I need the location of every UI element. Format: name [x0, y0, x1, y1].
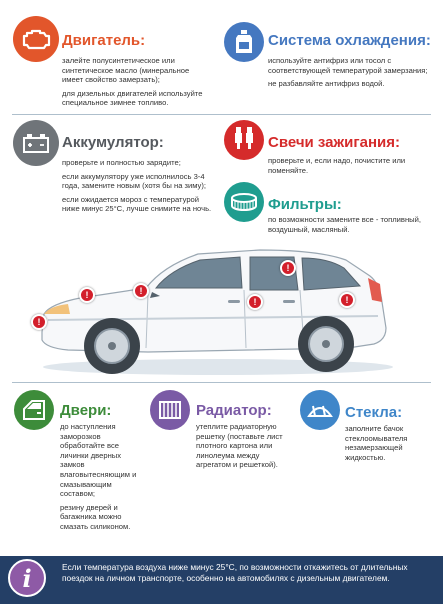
- info-icon: i: [8, 559, 46, 597]
- battery-icon: [22, 133, 50, 153]
- glass-line-1: заполните бачок стеклоомывателя незамерзающей жидкостью.: [345, 424, 408, 462]
- glass-title: Стекла:: [345, 404, 403, 421]
- battery-line-2: если аккумулятору уже исполнилось 3-4 года, замените новым (хотя бы на зиму);: [62, 171, 206, 191]
- filters-title: Фильтры:: [268, 196, 342, 213]
- battery-icon-circle: [13, 120, 59, 166]
- doors-line-2: резину дверей и багажника можно смазать силиконом.: [60, 502, 131, 531]
- filters-line-1: по возможности замените все - топливный, воздушный, масляный.: [268, 215, 421, 234]
- cooling-icon-circle: [224, 22, 264, 62]
- warning-badge-headlight: !: [31, 314, 47, 330]
- divider-bottom: [12, 382, 431, 383]
- cooling-title: Система охлаждения:: [268, 32, 431, 49]
- divider-top: [12, 114, 431, 115]
- radiator-title: Радиатор:: [196, 402, 272, 419]
- warning-badge-windshield: !: [280, 260, 296, 276]
- warning-badge-door: !: [247, 294, 263, 310]
- battery-line-3: если ожидается мороз с температурой ниже минус 25°С, лучше снимите на ночь.: [62, 194, 212, 214]
- battery-text: [62, 158, 212, 218]
- spark-plug-icon: [233, 126, 255, 154]
- radiator-icon-circle: [150, 390, 190, 430]
- spark-icon-circle: [224, 120, 264, 160]
- engine-icon: [21, 28, 51, 50]
- doors-icon-circle: [14, 390, 54, 430]
- engine-text: [62, 56, 212, 112]
- doors-title: Двери:: [60, 402, 112, 419]
- coolant-bottle-icon: [233, 29, 255, 55]
- cooling-line-2: не разбавляйте антифриз водой.: [268, 79, 385, 89]
- warning-badge-engine: !: [133, 283, 149, 299]
- cooling-text: [268, 56, 428, 93]
- radiator-text: [196, 422, 286, 474]
- engine-line-1: залейте полусинтетическое или синтетическое масло (минеральное имеет свойство замерзать);: [62, 56, 190, 85]
- filters-text: [268, 215, 428, 238]
- doors-line-1: до наступления заморозков обработайте все личинки дверных замков влаговытесняющим и смазывающим составом;: [60, 422, 137, 499]
- warning-badge-hood: !: [79, 287, 95, 303]
- spark-title: Свечи зажигания:: [268, 134, 400, 151]
- radiator-line-1: утеплите радиаторную решетку (поставьте лист плотного картона или линолеума между агрегатом и решеткой).: [196, 422, 283, 470]
- battery-title: Аккумулятор:: [62, 134, 164, 151]
- filters-icon-circle: [224, 182, 264, 222]
- battery-line-1: проверьте и полностью зарядите;: [62, 158, 181, 167]
- engine-line-2: для дизельных двигателей используйте специальное зимнее топливо.: [62, 88, 203, 108]
- engine-icon-circle: [13, 16, 59, 62]
- windshield-wiper-icon: [307, 400, 333, 420]
- radiator-icon: [158, 399, 182, 421]
- glass-text: [345, 424, 435, 466]
- doors-text: [60, 422, 140, 536]
- car-illustration: [28, 244, 398, 378]
- cooling-line-1: используйте антифриз или тосол с соответствующей температурой замерзания;: [268, 56, 428, 75]
- engine-title: Двигатель:: [62, 32, 146, 49]
- spark-line-1: проверьте и, если надо, почистите или поменяйте.: [268, 156, 406, 175]
- glass-icon-circle: [300, 390, 340, 430]
- warning-badge-rear: !: [339, 292, 355, 308]
- spark-text: [268, 156, 428, 179]
- footer-text: Если температура воздуха ниже минус 25°С, по возможности откажитесь от длительных поездок на личном транспорте, особенно на автомобилях с дизельным двигателем.: [62, 562, 408, 583]
- filter-icon: [230, 192, 258, 212]
- car-door-icon: [22, 399, 46, 421]
